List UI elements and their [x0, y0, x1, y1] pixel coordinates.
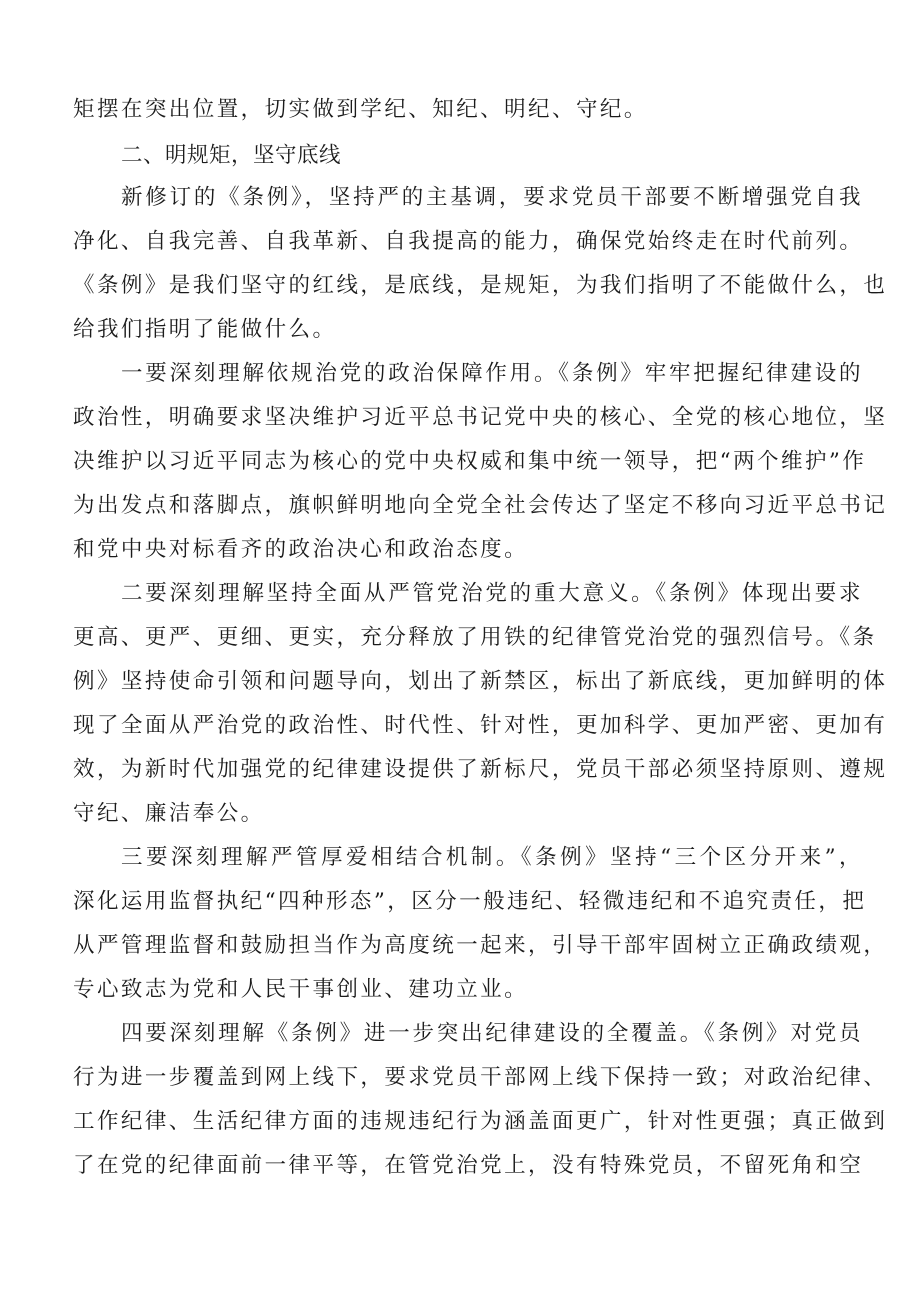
paragraph-line: 专心致志为党和人民干事创业、建功立业。 [73, 977, 529, 1002]
paragraph-line: 工作纪律、生活纪律方面的违规违纪行为涵盖面更广，针对性更强；真正做到 [73, 1109, 888, 1134]
paragraph-line: 现了全面从严治党的政治性、时代性、针对性，更加科学、更加严密、更加有 [73, 713, 888, 738]
paragraph-line: 给我们指明了能做什么。 [73, 317, 337, 342]
paragraph-line: 深化运用监督执纪“四种形态”，区分一般违纪、轻微违纪和不追究责任，把 [73, 889, 867, 914]
paragraph-line: 例》坚持使命引领和问题导向，划出了新禁区，标出了新底线，更加鲜明的体 [73, 669, 888, 694]
paragraph-line: 二要深刻理解坚持全面从严管党治党的重大意义。《条例》体现出要求 [121, 581, 863, 606]
paragraph-line: 行为进一步覆盖到网上线下，要求党员干部网上线下保持一致；对政治纪律、 [73, 1065, 888, 1090]
paragraph-line: 为出发点和落脚点，旗帜鲜明地向全党全社会传达了坚定不移向习近平总书记 [73, 493, 888, 518]
paragraph-line: 更高、更严、更细、更实，充分释放了用铁的纪律管党治党的强烈信号。《条 [73, 625, 877, 650]
paragraph-line: 新修订的《条例》，坚持严的主基调，要求党员干部要不断增强党自我 [121, 185, 863, 210]
paragraph-line: 《条例》是我们坚守的红线，是底线，是规矩，为我们指明了不能做什么，也 [73, 273, 888, 298]
paragraph-line: 矩摆在突出位置，切实做到学纪、知纪、明纪、守纪。 [73, 97, 648, 122]
paragraph-line: 效，为新时代加强党的纪律建设提供了新标尺，党员干部必须坚持原则、遵规 [73, 757, 888, 782]
paragraph-line: 决维护以习近平同志为核心的党中央权威和集中统一领导，把“两个维护”作 [73, 449, 867, 474]
paragraph-line: 守纪、廉洁奉公。 [73, 801, 265, 826]
paragraph-line: 净化、自我完善、自我革新、自我提高的能力，确保党始终走在时代前列。 [73, 229, 864, 254]
section-heading: 二、明规矩，坚守底线 [121, 143, 342, 168]
paragraph-line: 一要深刻理解依规治党的政治保障作用。《条例》牢牢把握纪律建设的 [121, 361, 863, 386]
paragraph-line: 四要深刻理解《条例》进一步突出纪律建设的全覆盖。《条例》对党员 [121, 1021, 863, 1046]
paragraph-line: 从严管理监督和鼓励担当作为高度统一起来，引导干部牢固树立正确政绩观， [73, 933, 888, 958]
paragraph-line: 和党中央对标看齐的政治决心和政治态度。 [73, 537, 529, 562]
paragraph-line: 三要深刻理解严管厚爱相结合机制。《条例》坚持“三个区分开来”， [121, 845, 863, 870]
paragraph-line: 政治性，明确要求坚决维护习近平总书记党中央的核心、全党的核心地位，坚 [73, 405, 888, 430]
paragraph-line: 了在党的纪律面前一律平等，在管党治党上，没有特殊党员，不留死角和空 [73, 1153, 864, 1178]
